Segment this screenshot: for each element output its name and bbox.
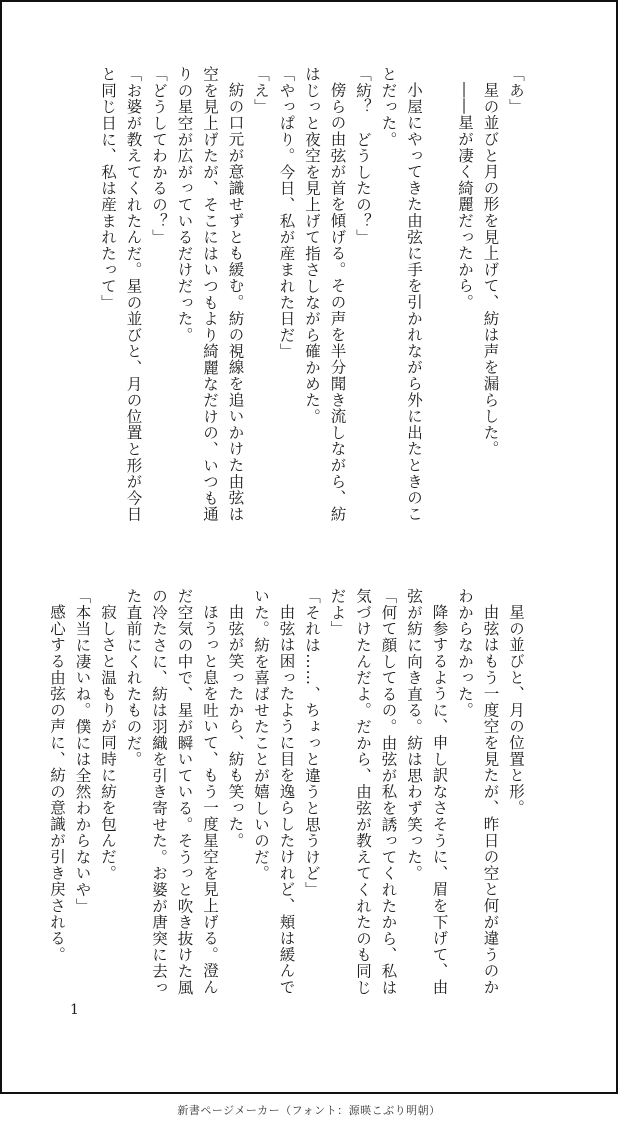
- paragraph: 由弦は困ったように目を逸らしたけれど、頬は緩んでいた。紡を喜ばせたことが嬉しいのだ。: [252, 588, 296, 995]
- paragraph: ――星が凄く綺麗だったから。: [456, 81, 474, 310]
- text-block-bottom: [48, 588, 528, 1000]
- paragraph: 星の並びと、月の位置と形。: [507, 603, 525, 816]
- paragraph: 「え」: [252, 66, 270, 115]
- paragraph: 傍らの由弦が首を傾げる。その声を半分聞き流しながら、紡はじっと夜空を見上げて指さしながら確かめた。: [303, 66, 347, 522]
- paragraph: 「あ」: [507, 66, 525, 115]
- paragraph: [426, 66, 452, 536]
- footer-credit: 新書ページメーカー（フォント：源暎こぶり明朝）: [177, 1104, 441, 1117]
- paragraph: 「それは……、ちょっと違うと思うけど」: [303, 588, 321, 898]
- paragraph: 星の並びと月の形を見上げて、紡は声を漏らした。: [481, 81, 500, 457]
- text-block-top: [72, 66, 528, 536]
- paragraph: 「どうしてわかるの？」: [150, 66, 168, 246]
- paragraph: 「何て顔してるの。由弦が私を誘ってくれたから、私は気づけたんだよ。だから、由弦が教えてくれたのも同じだよ」: [328, 588, 398, 996]
- paragraph: 由弦はもう一度空を見たが、昨日の空と何が違うのかわからなかった。: [456, 588, 500, 995]
- paragraph: 寂しさと温もりが同時に紡を包んだ。: [99, 603, 117, 881]
- paragraph: 感心する由弦の声に、紡の意識が引き戻される。: [48, 603, 66, 963]
- paragraph: 「本当に凄いね。僕には全然わからないや」: [73, 588, 92, 914]
- paragraph: 「紡？ どうしたの？」: [354, 66, 372, 246]
- paragraph: 由弦が笑ったから、紡も笑った。: [226, 603, 245, 848]
- page-number: 1: [70, 1002, 79, 1018]
- paragraph: 「やっぱり。今日、私が産まれた日だ」: [277, 66, 296, 360]
- paragraph: 降参するように、申し訳なさそうに、眉を下げて、由弦が紡に向き直る。紡は思わず笑った。: [405, 588, 449, 995]
- paragraph: ほうっと息を吐いて、もう一度星空を見上げる。澄んだ空気の中で、星が瞬いている。そうっと吹き抜けた風の冷たさに、紡は羽織を引き寄せた。お婆が唐突に去った直前にくれたものだ。: [124, 588, 219, 996]
- paragraph: 「お婆が教えてくれたんだ。星の並びと、月の位置と形が今日と同じ日に、私は産まれたって」: [99, 66, 143, 523]
- paragraph: 紡の口元が意識せずとも緩む。紡の視線を追いかけた由弦は空を見上げたが、そこにはいつもより綺麗なだけの、いつも通りの星空が広がっているだけだった。: [175, 66, 245, 523]
- paragraph: 小屋にやってきた由弦に手を引かれながら外に出たときのことだった。: [379, 66, 423, 522]
